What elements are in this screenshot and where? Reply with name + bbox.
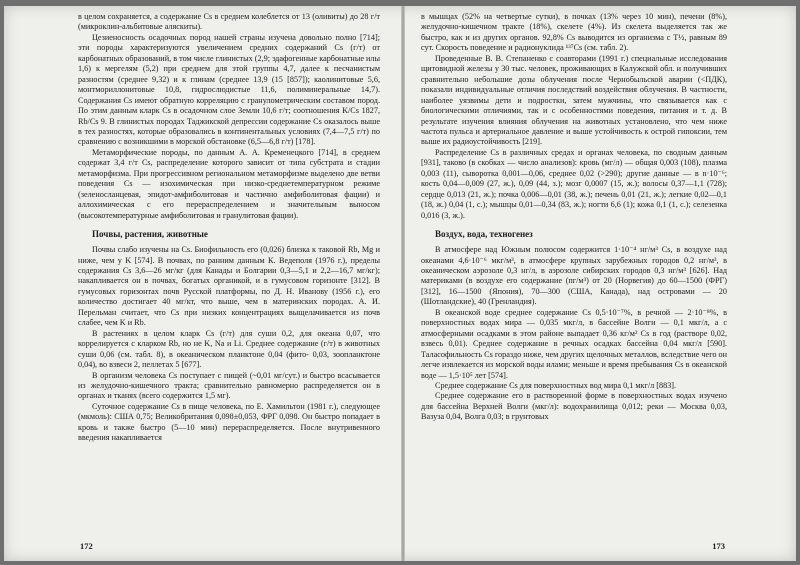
left-paragraph-3: Метаморфические породы, по данным А. А. Кременецкого [714], в среднем содержат 3,4 г/т Cs, распределение которого зависит от типа субстрата и стадии метаморфизма. При прогрессивном региональном метаморфизме выделено две ветви поведения Cs — изохимическая при низко-среднетемпературном режиме (зеленосланцевая, эпидот-амфиболитовая и частично амфиболитовая фации) и аллохимическая с его перераспределением и значительным выносом (высокотемпературные амфиболитовая и гранулитовая фации).	[78, 147, 380, 220]
right-page-number: 173	[712, 541, 725, 551]
right-page	[421, 12, 727, 557]
left-paragraph-2: Цезиеносность осадочных пород нашей страны изучена довольно полно [714]; эти породы характеризуются увеличением средних содержаний Cs (г/т) от карбонатных образований, в том числе глинистых (2,9; эдафогенные карбонатные илы 1,6) к мергелям (5,2) при среднем для этой группы 4,7, далее к песчанистым разностям (среднее 9,32) и к глинам (среднее 13,9 (15 [857]); каолинитовые 5,6, монтмориллонитовые 10,8, гидрослюдистые 11,6, полиминеральные 14,7). Содержания Cs имеют обратную корреляцию с гранулометрическим составом пород. По этим данным кларк Cs в осадочном слое Земли 10,6 г/т; соотношения K/Cs 1827, Rb/Cs 9. В глинистых породах Таджикской депрессии содержание Cs оказалось выше в тех разностях, которые образовались в континентальных условиях (7,4—7,5 г/т) по сравнению с возникшими в морской обстановке (6,5—6,8 г/т) [178].	[78, 32, 380, 147]
book-spread	[4, 6, 796, 561]
left-paragraph-4: Почвы слабо изучены на Cs. Биофильность его (0,026) близка к таковой Rb, Mg и ниже, чем у K [574]. В почвах, по ранним данным К. Ведеполя (1976 г.), пределы содержания Cs 3,6—26 мг/кг (для Канады и Болгарии 0,3—5,1 и 2,2—16,7 мг/кг); накапливается он в почвах, богатых органикой, и в гумусовом горизонте [312]. В гумусовых горизонтах почв Русской платформы, по Д. Н. Иванову (1956 г.), его количество достигает 40 мг/кт, что выше, чем в материнских породах. А. И. Перельман считает, что Cs при низких концентрациях выщелачивается из почв слабее, чем K и Rb.	[78, 245, 380, 328]
left-page	[78, 12, 380, 557]
right-paragraph-1: в мышцах (52% на четвертые сутки), в почках (13% через 10 мин), печени (8%), желудочно-кишечном тракте (18%), скелете (4%). Из скелета выделяется так же быстро, как и из других органов. 92,8% Cs выводится из организма с T½, равным 89 сут. Скорость поведение и радионуклида ¹³⁷Cs (см. табл. 2).	[421, 12, 727, 53]
right-paragraph-4: В атмосфере над Южным полюсом содержится 1·10⁻⁴ нг/м³ Cs, в воздухе над океанами 4,6·10⁻⁶ мкг/м³, в атмосфере крупных зарубежных городов 0,2 нг/м³, в океаническом аэрозоле 0,3 нг/л, в аэрозоле сибирских городов 0,3 нг/м³ [626]. Над материками (в воздухе его содержание (пг/м³) от 20 (Норвегия) до 60—1500 (ФРГ) [312], 16—1500 (Япония), 70—300 (США, Канада), над островами — 20 (Шотландские), 40 (Гренландия).	[421, 245, 727, 307]
book-gutter	[401, 6, 405, 561]
right-paragraph-6: Среднее содержание Cs для поверхностных вод мира 0,1 мкг/л [883].	[435, 380, 677, 390]
left-paragraph-6: В организм человека Cs поступает с пищей (~0,01 мг/сут.) и быстро всасывается из желудочно-кишечного тракта; сравнительно равномерно распределяется он в органах и тканях (всего содержится 1,5 мг).	[78, 370, 380, 401]
right-section-heading: Воздух, вода, техногенез	[435, 229, 533, 240]
right-paragraph-5: В океанской воде среднее содержание Cs 0,5·10⁻⁷%, в речной — 2·10⁻⁸%, в поверхностных водах мира — 0,035 мкг/л, в бассейне Волги — 0,1 мкг/л, а с атмосферными осадками в этом районе выпадает 0,36 кг/м² Cs в год (растворе 0,02, взвесь 0,01). Среднее содержание в речных осадках бассейна 0,04 мкг/л [590]. Таласофильность Cs гораздо ниже, чем других щелочных металлов, вследствие чего он легче извлекается из морской воды илами; меньше и время пребывания Cs в океанской воде — 1,5·10⁵ лет [574].	[421, 307, 727, 380]
left-paragraph-1: в целом сохраняется, а содержание Cs в среднем колеблется от 13 (оливиты) до 28 г/т (микроклин-альбитовые аляскиты).	[78, 12, 380, 32]
left-paragraph-5: В растениях в целом кларк Cs (г/т) для суши 0,2, для океана 0,07, что коррелируется с кларком Rb, но не K, Na и Li. Среднее содержание (г/т) в животных суши 0,06 (см. табл. 8), в океаническом планктоне 0,04 (фито- 0,03, зоопланктоне 0,04), во взвеси 2, пеллетах 5 [677].	[78, 328, 380, 370]
right-paragraph-7: Среднее содержание его в растворенной форме в поверхностных водах изучено для бассейна Верхней Волги (мкг/л): водохранилища 0,012; реки — Москва 0,03, Вазуза 0,04, Волга 0,03; в грунтовых	[421, 391, 727, 422]
right-paragraph-3: Распределение Cs в различных средах и органах человека, по сводным данным [931], таково (в скобках — число анализов): кровь (мг/л) — общая 0,003 (108), плазма 0,003 (11), сыворотка 0,001—0,06, среднее 0,02 (>290); другие данные — в n·10⁻⁶; кость 0,04—0,009 (27, ж.), 0,09 (44, з.); мозг 0,0007 (15, ж.); волосы 0,37—1,1 (728); сердце 0,013 (21, ж.); почка 0,006—0,01 (38, ж.); печень 0,01 (21, ж.); легкие 0,02—0,1 (18, ж.) 0,04 (1, с.); мышцы 0,01—0,34 (83, ж.); ногти 6,6 (1); кожа 0,1 (1, с.); селезенка 0,016 (3, ж.).	[421, 147, 727, 220]
left-page-number: 172	[80, 541, 93, 551]
left-section-heading: Почвы, растения, животные	[92, 229, 208, 240]
right-paragraph-2: Проведенные В. В. Степаненко с соавторами (1991 г.) специальные исследования щитовидной железы у 30 тыс. человек, проживающих в Калужской обл. и получивших сравнительно небольшие дозы облучения после Чернобыльской аварии (<ПДК), показали индивидуальные отличия последствий воздействия облучения. В частности, наиболее уязвимы дети и подростки, затем мужчины, что связывается как с биологическими отличиями, так и с особенностями поведения, питания и т. д. В результате изучения влияния облучения на животных установлено, что чем ниже частота пульса и артериальное давление и выше устойчивость к острой гипоксии, тем выше их радиоустойчивость [219].	[421, 53, 727, 147]
left-paragraph-7: Суточное содержание Cs в пище человека, по Е. Хамильтон (1981 г.), следующее (мкмоль): США 0,75; Великобритания 0,098±0,053, ФРГ 0,098. Он быстро попадает в кровь и также быстро (5—10 мин) перераспределяется. После внутривенного введения накапливается	[78, 401, 380, 443]
